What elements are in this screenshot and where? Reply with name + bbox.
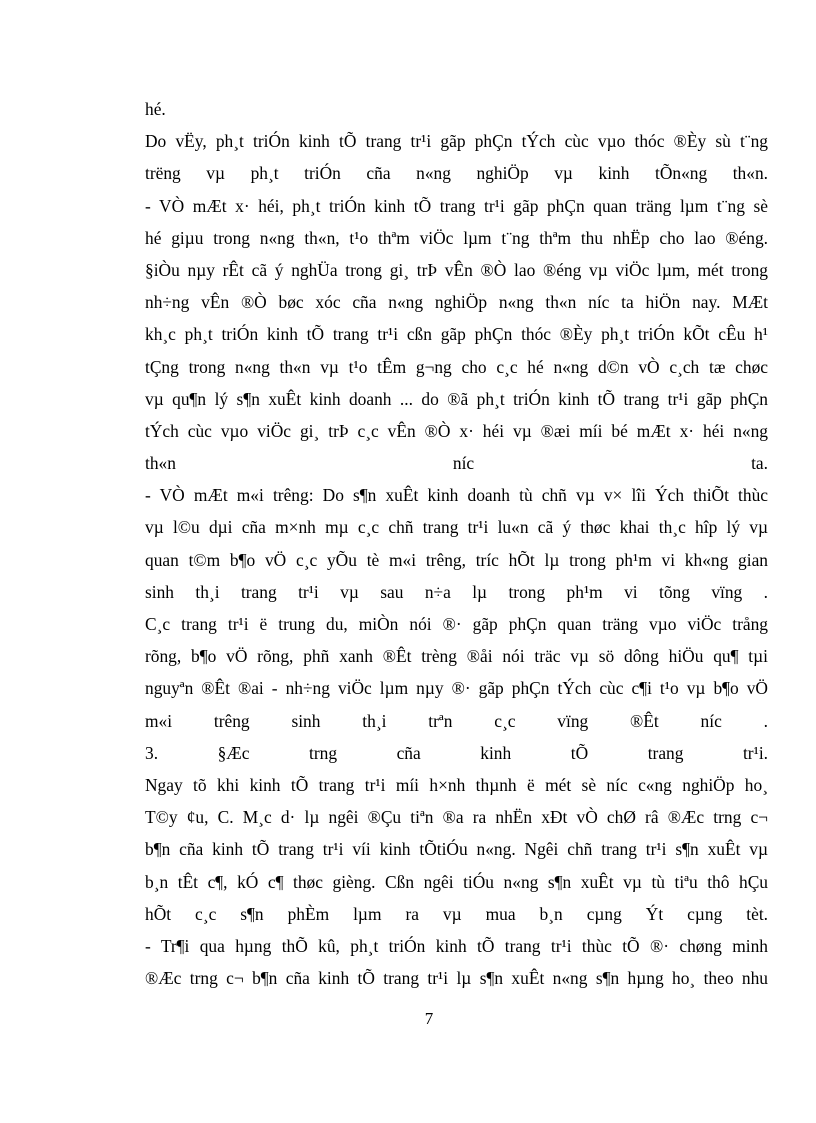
text-line: Do vËy, ph¸t triÓn kinh tÕ trang tr¹i gãp phÇn tÝch cùc vµo thóc ®Èy sù t¨ng	[145, 131, 768, 152]
text-line: C¸c trang tr¹i ë trung du, miÒn nói ®· gãp phÇn quan träng vµo viÖc trång	[145, 614, 768, 634]
text-line: m«i trêng sinh th¸i trªn c¸c vïng ®Êt níc .	[145, 710, 768, 731]
body-text	[145, 93, 768, 994]
text-line: trëng vµ ph¸t triÓn cña n«ng nghiÖp vµ kinh tÕn«ng th«n.	[145, 163, 768, 184]
text-line: 3. §Æc trng cña kinh tÕ trang tr¹i.	[145, 742, 768, 763]
text-line: - Tr¶i qua hµng thÕ kû, ph¸t triÓn kinh tÕ trang tr¹i thùc tÕ ®· chøng minh	[145, 935, 768, 956]
text-line: hÕt c¸c s¶n phÈm lµm ra vµ mua b¸n cµng Ýt cµng tèt.	[145, 903, 768, 924]
text-line: - VÒ mÆt m«i trêng: Do s¶n xuÊt kinh doanh tù chñ vµ v× lîi Ých thiÕt thùc	[145, 485, 768, 506]
text-line: tÝch cùc vµo viÖc gi¸ trÞ c¸c vÊn ®Ò x· héi vµ ®æi míi bé mÆt x· héi n«ng	[145, 420, 768, 441]
text-line: §iÒu nµy rÊt cã ý nghÜa trong gi¸ trÞ vÊn ®Ò lao ®éng vµ viÖc lµm, mét trong	[145, 259, 768, 280]
text-line: quan t©m b¶o vÖ c¸c yÕu tè m«i trêng, tríc hÕt lµ trong ph¹m vi kh«ng gian	[145, 549, 768, 570]
text-line: kh¸c ph¸t triÓn kinh tÕ trang tr¹i cßn gãp phÇn thóc ®Èy ph¸t triÓn kÕt cÊu h¹	[145, 324, 768, 345]
text-line: th«n níc ta.	[145, 453, 768, 474]
page-number: 7	[424, 1009, 434, 1028]
text-line: vµ l©u dµi cña m×nh mµ c¸c chñ trang tr¹i lu«n cã ý thøc khai th¸c hîp lý vµ	[145, 517, 768, 538]
text-line: rõng, b¶o vÖ rõng, phñ xanh ®Êt trèng ®åi nói träc vµ sö dông hiÖu qu¶ tµi	[145, 646, 768, 667]
text-line: hé.	[145, 99, 166, 119]
text-line: tÇng trong n«ng th«n vµ t¹o tÊm g¬ng cho c¸c hé n«ng d©n vÒ c¸ch tæ chøc	[145, 356, 768, 377]
text-line: ®Æc trng c¬ b¶n cña kinh tÕ trang tr¹i lµ s¶n xuÊt n«ng s¶n hµng ho¸ theo nhu	[145, 968, 768, 989]
text-line: nguyªn ®Êt ®ai - nh÷ng viÖc lµm nµy ®· gãp phÇn tÝch cùc c¶i t¹o vµ b¶o vÖ	[145, 678, 768, 699]
text-line: sinh th¸i trang tr¹i vµ sau n÷a lµ trong ph¹m vi tõng vïng .	[145, 581, 768, 602]
text-line: hé giµu trong n«ng th«n, t¹o thªm viÖc lµm t¨ng thªm thu nhËp cho lao ®éng.	[145, 227, 768, 248]
text-line: vµ qu¶n lý s¶n xuÊt kinh doanh ... do ®ã ph¸t triÓn kinh tÕ trang tr¹i gãp phÇn	[145, 388, 768, 409]
text-line: b¸n tÊt c¶, kÓ c¶ thøc gièng. Cßn ngêi tiÓu n«ng s¶n xuÊt vµ tù tiªu thô hÇu	[145, 871, 768, 892]
text-line: T©y ¢u, C. M¸c d· lµ ngêi ®Çu tiªn ®a ra nhËn xÐt vÒ chØ râ ®Æc trng c¬	[145, 807, 768, 828]
text-line: Ngay tõ khi kinh tÕ trang tr¹i míi h×nh thµnh ë mét sè níc c«ng nghiÖp ho¸	[145, 774, 768, 795]
text-line: - VÒ mÆt x· héi, ph¸t triÓn kinh tÕ trang tr¹i gãp phÇn quan träng lµm t¨ng sè	[145, 195, 768, 216]
text-line: b¶n cña kinh tÕ trang tr¹i víi kinh tÕtiÓu n«ng. Ngêi chñ trang tr¹i s¶n xuÊt vµ	[145, 839, 768, 860]
text-line: nh÷ng vÊn ®Ò bøc xóc cña n«ng nghiÖp n«ng th«n níc ta hiÖn nay. MÆt	[145, 292, 768, 313]
